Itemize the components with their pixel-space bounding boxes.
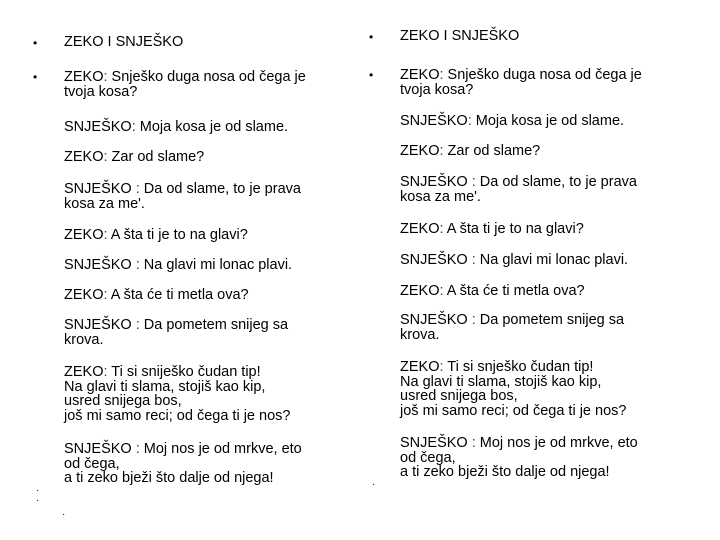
right-title: ZEKO I SNJEŠKO xyxy=(400,28,520,44)
dialogue: A šta ti je to na glavi? xyxy=(110,227,248,243)
right-line-4 xyxy=(400,222,584,237)
speaker: SNJEŠKO xyxy=(400,113,468,129)
dialogue: Moja kosa je od slame. xyxy=(475,113,625,129)
dialogue: Ti si sniješko čudan tip! Na glavi ti slama, stojiš kao kip, usred snijega bos, još mi samo reci; od čega ti je nos? xyxy=(64,364,291,424)
separator: : xyxy=(131,441,144,457)
right-line-1 xyxy=(400,114,624,129)
separator: : xyxy=(439,221,447,237)
separator: : xyxy=(103,149,112,165)
separator: : xyxy=(467,435,480,451)
dialogue: Ti si snješko čudan tip! Na glavi ti slama, stojiš kao kip, usred snijega bos, još mi samo reci; od čega ti je nos? xyxy=(400,359,627,419)
dialogue: Na glavi mi lonac plavi. xyxy=(143,257,293,273)
right-line-9 xyxy=(400,436,638,480)
separator: : xyxy=(131,257,144,273)
separator: : xyxy=(467,113,476,129)
bullet-first-line-right: • xyxy=(369,68,374,82)
separator: : xyxy=(439,359,448,375)
right-column xyxy=(336,0,676,540)
left-line-9 xyxy=(64,442,302,486)
separator: : xyxy=(131,119,140,135)
speaker: SNJEŠKO xyxy=(400,312,468,328)
separator: : xyxy=(131,181,144,197)
right-line-3 xyxy=(400,175,637,204)
separator: : xyxy=(467,252,480,268)
left-line-5 xyxy=(64,258,292,273)
left-line-1 xyxy=(64,120,288,135)
right-line-8 xyxy=(400,360,626,418)
speaker: SNJEŠKO xyxy=(400,252,468,268)
dialogue: Da od slame, to je prava kosa za me'. xyxy=(64,181,301,212)
speaker: ZEKO xyxy=(400,221,440,237)
dialogue: Zar od slame? xyxy=(111,149,205,165)
speaker: SNJEŠKO xyxy=(64,119,132,135)
dialogue: Da od slame, to je prava kosa za me'. xyxy=(400,174,637,205)
speaker: ZEKO xyxy=(400,143,440,159)
speaker: ZEKO xyxy=(64,149,104,165)
left-line-8 xyxy=(64,365,290,423)
separator: : xyxy=(439,283,447,299)
dialogue: A šta će ti metla ova? xyxy=(446,283,585,299)
dialogue: Moja kosa je od slame. xyxy=(139,119,289,135)
separator: : xyxy=(103,69,112,85)
separator: : xyxy=(439,67,448,83)
separator: : xyxy=(467,174,480,190)
speaker: SNJEŠKO xyxy=(64,181,132,197)
stray-dot: · xyxy=(372,479,376,490)
left-title: ZEKO I SNJEŠKO xyxy=(64,34,184,50)
speaker: SNJEŠKO xyxy=(400,174,468,190)
speaker: ZEKO xyxy=(64,364,104,380)
speaker: SNJEŠKO xyxy=(64,317,132,333)
left-column xyxy=(0,0,340,540)
stray-dot: · xyxy=(36,485,40,496)
speaker: ZEKO xyxy=(64,69,104,85)
separator: : xyxy=(439,143,448,159)
left-line-0 xyxy=(64,70,306,99)
separator: : xyxy=(131,317,144,333)
dialogue: A šta će ti metla ova? xyxy=(110,287,249,303)
dialogue: Zar od slame? xyxy=(447,143,541,159)
dialogue: Da pometem snijeg sa krova. xyxy=(400,312,625,343)
dialogue: A šta ti je to na glavi? xyxy=(446,221,584,237)
right-line-2 xyxy=(400,144,540,159)
separator: : xyxy=(103,287,111,303)
right-line-0 xyxy=(400,68,642,97)
right-line-6 xyxy=(400,284,585,299)
stray-dot: · xyxy=(36,495,40,506)
right-line-7 xyxy=(400,313,624,342)
right-line-5 xyxy=(400,253,628,268)
dialogue: Na glavi mi lonac plavi. xyxy=(479,252,629,268)
separator: : xyxy=(467,312,480,328)
speaker: SNJEŠKO xyxy=(64,441,132,457)
speaker: ZEKO xyxy=(64,227,104,243)
speaker: ZEKO xyxy=(400,67,440,83)
stray-dot: · xyxy=(62,509,66,520)
bullet-first-line-left: • xyxy=(33,70,38,84)
speaker: ZEKO xyxy=(400,359,440,375)
bullet-title-right: • xyxy=(369,30,374,44)
dialogue: Snješko duga nosa od čega je tvoja kosa? xyxy=(400,67,642,98)
left-line-7 xyxy=(64,318,288,347)
dialogue: Da pometem snijeg sa krova. xyxy=(64,317,289,348)
dialogue: Snješko duga nosa od čega je tvoja kosa? xyxy=(64,69,306,100)
left-line-3 xyxy=(64,182,301,211)
speaker: SNJEŠKO xyxy=(64,257,132,273)
speaker: ZEKO xyxy=(400,283,440,299)
dialogue: Moj nos je od mrkve, eto od čega, a ti zeko bježi što dalje od njega! xyxy=(400,435,638,480)
dialogue: Moj nos je od mrkve, eto od čega, a ti zeko bježi što dalje od njega! xyxy=(64,441,302,486)
left-line-4 xyxy=(64,228,248,243)
separator: : xyxy=(103,364,112,380)
speaker: ZEKO xyxy=(64,287,104,303)
left-line-2 xyxy=(64,150,204,165)
speaker: SNJEŠKO xyxy=(400,435,468,451)
left-line-6 xyxy=(64,288,249,303)
bullet-title-left: • xyxy=(33,36,38,50)
separator: : xyxy=(103,227,111,243)
